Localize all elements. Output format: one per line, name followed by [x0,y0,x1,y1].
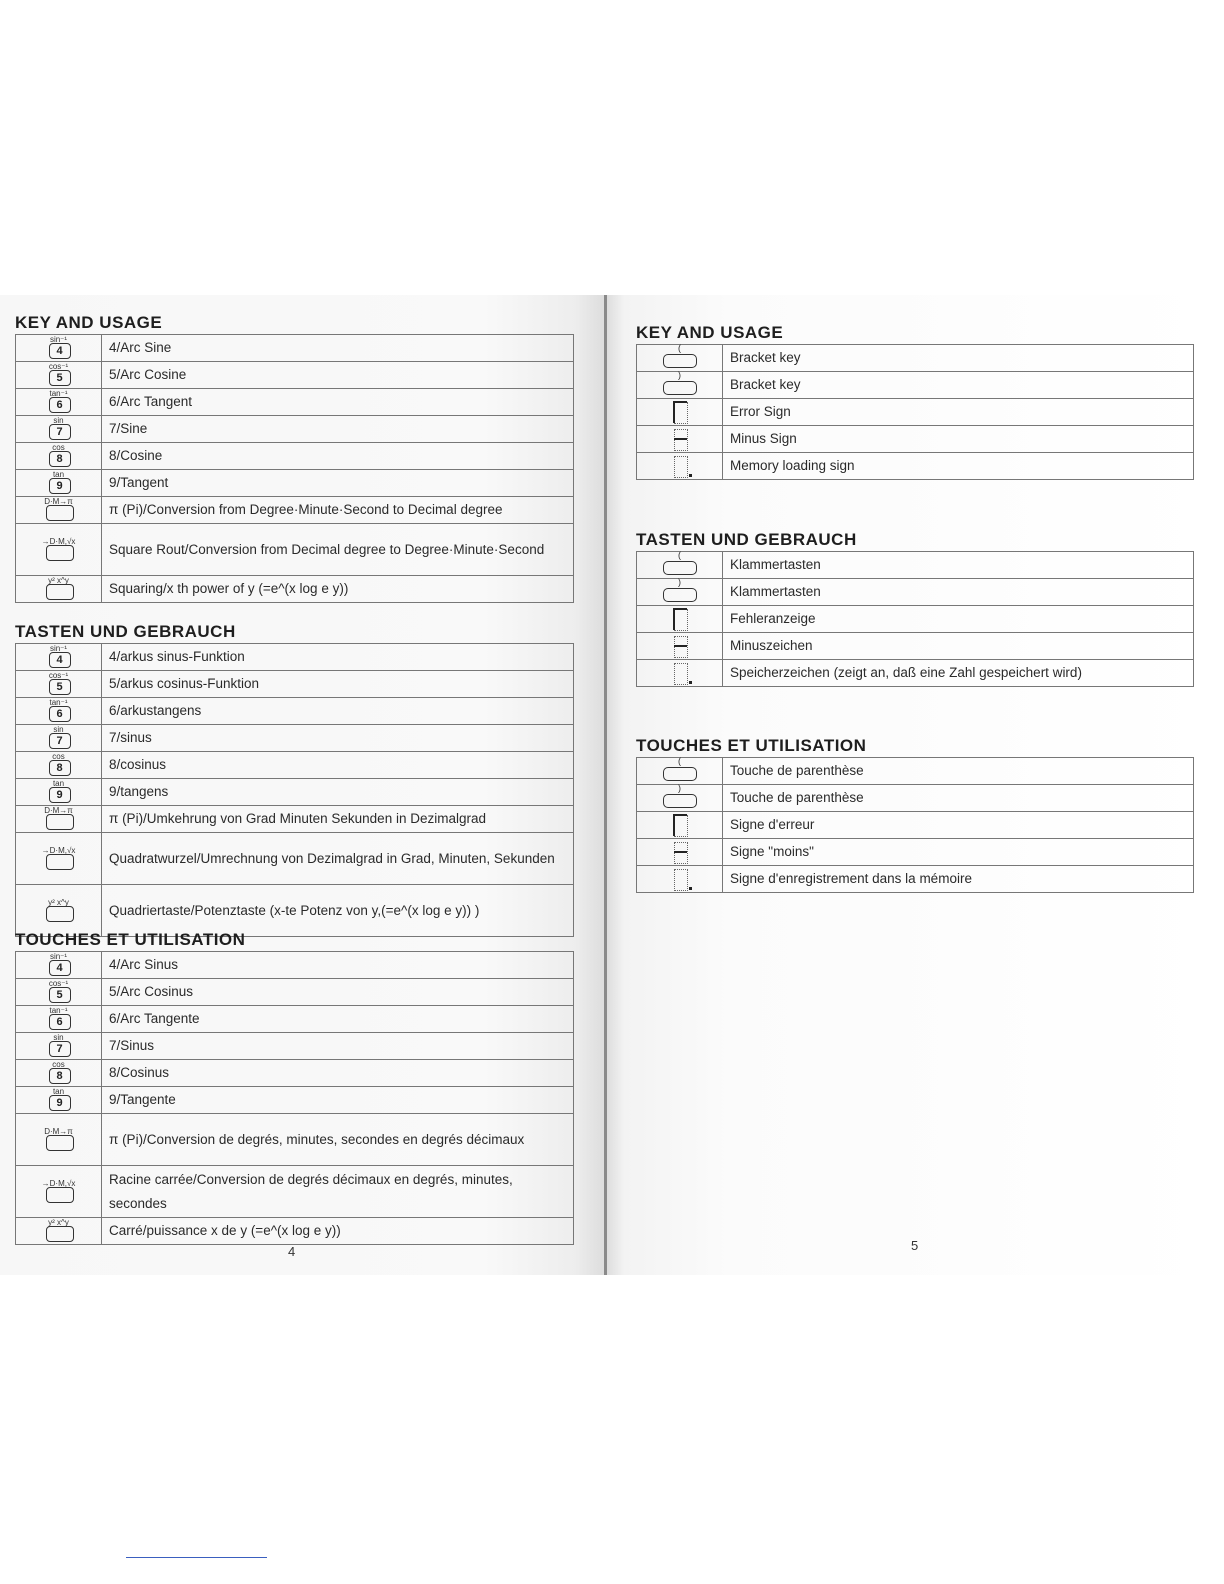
segment-bar [673,608,675,630]
key-secondary-label: ( [678,343,681,353]
error-sign-icon [672,400,688,424]
usage-text: 5/Arc Cosine [102,362,574,389]
calculator-key-icon [42,846,76,872]
key-cap [663,794,697,808]
right-section-tasten [636,529,1194,687]
key-cap-label: 7 [49,733,71,749]
usage-text: 7/Sinus [102,1033,574,1060]
usage-text: 7/sinus [102,725,574,752]
key-cell [16,806,102,833]
key-cap-label [46,545,74,561]
key-cap-label: 4 [49,343,71,359]
table-row [637,372,1194,399]
key-cell [16,576,102,603]
bracket-close-key-icon [660,372,700,398]
usage-text: Signe d'erreur [723,812,1194,839]
key-cell [637,785,723,812]
key-cap-label: 5 [49,987,71,1003]
key-secondary-label: ( [678,550,681,560]
usage-text: 7/Sine [102,416,574,443]
usage-text: 5/arkus cosinus-Funktion [102,671,574,698]
table-row [637,785,1194,812]
key-cell [16,389,102,416]
key-cell [637,399,723,426]
table-row [16,389,574,416]
usage-text: 4/Arc Sine [102,335,574,362]
calculator-key-icon [42,952,76,978]
calculator-key-icon [42,752,76,778]
usage-text: Quadratwurzel/Umrechnung von Dezimalgrad in Grad, Minuten, Sekunden [102,833,574,885]
key-cap-label: 8 [49,1068,71,1084]
table-row [637,579,1194,606]
key-cell [16,644,102,671]
key-cap-label [46,505,74,521]
bracket-close-key-icon [660,785,700,811]
key-secondary-label: D·M→π [44,806,73,815]
right-section-key-usage [636,322,1194,480]
key-secondary-label: →D·M,√x [41,536,76,546]
key-cell [637,839,723,866]
key-cell [637,453,723,480]
table-row [16,443,574,470]
usage-text: Klammertasten [723,579,1194,606]
left-section-touches [15,929,574,1245]
page-fold [604,295,607,1275]
table-row [637,866,1194,893]
segment-outline [674,636,688,658]
key-cell [637,372,723,399]
memory-dot [689,887,692,890]
usage-text: Fehleranzeige [723,606,1194,633]
table-row [16,1060,574,1087]
calculator-key-icon [42,497,76,523]
table-row [637,426,1194,453]
table-row [16,806,574,833]
key-cap-label [46,584,74,600]
key-cell [16,752,102,779]
key-secondary-label: →D·M,√x [41,845,76,855]
key-secondary-label: tan⁻¹ [49,389,68,398]
calculator-key-icon [42,779,76,805]
usage-text: π (Pi)/Conversion de degrés, minutes, secondes en degrés décimaux [102,1114,574,1166]
calculator-key-icon [42,698,76,724]
segment-outline [674,842,688,864]
usage-text: Touche de parenthèse [723,785,1194,812]
section-heading: KEY AND USAGE [15,313,163,332]
calculator-key-icon [42,470,76,496]
calculator-key-icon [42,1127,76,1153]
key-secondary-label: sin⁻¹ [49,952,68,961]
segment-outline [674,456,688,478]
segment-outline [674,429,688,451]
usage-text: 4/Arc Sinus [102,952,574,979]
calculator-key-icon [42,443,76,469]
key-cap-label: 5 [49,679,71,695]
key-cell [16,698,102,725]
footer-rule [126,1557,267,1558]
key-secondary-label: sin [53,725,64,734]
usage-text: π (Pi)/Umkehrung von Grad Minuten Sekunden in Dezimalgrad [102,806,574,833]
usage-text: 8/cosinus [102,752,574,779]
key-cap-label: 8 [49,451,71,467]
key-secondary-label: y² x^y [48,897,69,907]
key-secondary-label: sin⁻¹ [49,335,68,344]
key-secondary-label: sin [53,1033,64,1042]
key-secondary-label: tan⁻¹ [49,698,68,707]
key-secondary-label: cos [52,443,65,452]
key-secondary-label: cos [52,1060,65,1069]
key-table [15,643,574,937]
usage-text: Memory loading sign [723,453,1194,480]
key-cap [663,381,697,395]
page-number: 5 [911,1238,919,1253]
key-cap-label: 4 [49,960,71,976]
usage-text: Quadriertaste/Potenztaste (x-te Potenz von y,(=e^(x log e y)) ) [102,885,574,937]
calculator-key-icon [42,644,76,670]
key-secondary-label: sin [53,416,64,425]
right-section-touches [636,735,1194,893]
table-row [637,453,1194,480]
key-cell [16,1060,102,1087]
segment-bar [673,814,687,816]
calculator-key-icon [42,1218,76,1244]
memory-dot [689,474,692,477]
table-row [16,1087,574,1114]
error-sign-icon [672,607,688,631]
bracket-open-key-icon [660,758,700,784]
table-row [16,335,574,362]
usage-text: Touche de parenthèse [723,758,1194,785]
calculator-key-icon [42,671,76,697]
section-heading: TASTEN UND GEBRAUCH [636,530,857,549]
usage-text: Signe "moins" [723,839,1194,866]
table-row [16,698,574,725]
calculator-key-icon [42,362,76,388]
segment-bar [674,851,687,853]
key-cell [16,952,102,979]
table-row [16,1218,574,1245]
key-cell [16,1218,102,1245]
key-secondary-label: cos⁻¹ [48,362,69,371]
key-cap-label [46,814,74,830]
key-cap-label: 6 [49,706,71,722]
table-row [16,644,574,671]
key-cap-label: 4 [49,652,71,668]
key-cell [16,979,102,1006]
usage-text: Squaring/x th power of y (=e^(x log e y)) [102,576,574,603]
table-row [16,1166,574,1218]
usage-text: 6/Arc Tangent [102,389,574,416]
key-cap-label [46,1135,74,1151]
key-cap-label: 6 [49,1014,71,1030]
segment-outline [674,815,688,837]
left-section-key-usage [15,312,574,603]
table-row [16,671,574,698]
calculator-key-icon [42,898,76,924]
key-cell [637,552,723,579]
memory-dot [689,681,692,684]
key-cap-label: 8 [49,760,71,776]
key-cap-label [46,854,74,870]
key-secondary-label: tan [52,779,65,788]
key-table [15,951,574,1245]
table-row [637,633,1194,660]
table-row [16,725,574,752]
key-secondary-label: cos⁻¹ [48,671,69,680]
table-row [16,952,574,979]
segment-bar [673,608,687,610]
key-secondary-label: ) [678,577,681,587]
page-number: 4 [288,1244,296,1259]
usage-text: Bracket key [723,345,1194,372]
key-cell [16,725,102,752]
calculator-key-icon [42,1033,76,1059]
key-cap [663,354,697,368]
key-secondary-label: ( [678,756,681,766]
key-table [636,551,1194,687]
calculator-key-icon [42,389,76,415]
segment-outline [674,609,688,631]
usage-text: Speicherzeichen (zeigt an, daß eine Zahl gespeichert wird) [723,660,1194,687]
key-secondary-label: tan [52,1087,65,1096]
usage-text: 8/Cosinus [102,1060,574,1087]
key-cell [16,362,102,389]
section-heading: TASTEN UND GEBRAUCH [15,622,236,641]
key-cell [16,497,102,524]
key-cell [16,1166,102,1218]
usage-text: Bracket key [723,372,1194,399]
minus-sign-icon [672,427,688,451]
key-table [636,757,1194,893]
key-cell [637,426,723,453]
key-secondary-label: sin⁻¹ [49,644,68,653]
table-row [637,812,1194,839]
memory-sign-icon [672,661,688,685]
table-row [16,497,574,524]
table-row [16,979,574,1006]
key-table [15,334,574,603]
table-row [16,1114,574,1166]
segment-bar [673,814,675,836]
table-row [16,576,574,603]
table-row [637,552,1194,579]
usage-text: 8/Cosine [102,443,574,470]
table-row [16,1006,574,1033]
key-cap-label: 6 [49,397,71,413]
usage-text: Error Sign [723,399,1194,426]
key-cell [637,579,723,606]
key-secondary-label: y² x^y [48,576,69,585]
usage-text: 9/tangens [102,779,574,806]
key-secondary-label: tan [52,470,65,479]
table-row [16,362,574,389]
key-cell [16,416,102,443]
calculator-key-icon [42,979,76,1005]
table-row [16,416,574,443]
table-row [637,660,1194,687]
key-cell [16,524,102,576]
section-heading: TOUCHES ET UTILISATION [636,736,867,755]
segment-bar [674,438,687,440]
segment-outline [674,663,688,685]
bracket-open-key-icon [660,552,700,578]
usage-text: Carré/puissance x de y (=e^(x log e y)) [102,1218,574,1245]
usage-text: 9/Tangent [102,470,574,497]
usage-text: Racine carrée/Conversion de degrés décimaux en degrés, minutes, secondes [102,1166,574,1218]
usage-text: 9/Tangente [102,1087,574,1114]
key-secondary-label: D·M→π [44,497,73,506]
key-cap-label: 5 [49,370,71,386]
section-heading: TOUCHES ET UTILISATION [15,930,246,949]
key-cap [663,588,697,602]
key-cap-label: 7 [49,1041,71,1057]
usage-text: Klammertasten [723,552,1194,579]
key-cell [16,335,102,362]
table-row [16,833,574,885]
key-secondary-label: ) [678,783,681,793]
bracket-open-key-icon [660,345,700,371]
key-cell [637,606,723,633]
key-cap-label: 9 [49,478,71,494]
usage-text: 5/Arc Cosinus [102,979,574,1006]
key-cell [16,470,102,497]
key-secondary-label: cos [52,752,65,761]
table-row [637,758,1194,785]
usage-text: 6/arkustangens [102,698,574,725]
table-row [637,345,1194,372]
segment-bar [673,401,687,403]
table-row [16,779,574,806]
key-secondary-label: ) [678,370,681,380]
usage-text: 6/Arc Tangente [102,1006,574,1033]
key-cell [16,833,102,885]
key-cell [637,812,723,839]
minus-sign-icon [672,634,688,658]
key-cell [16,779,102,806]
key-secondary-label: y² x^y [48,1218,69,1227]
key-cap-label: 9 [49,787,71,803]
key-cell [16,1087,102,1114]
key-cap [663,767,697,781]
segment-bar [674,645,687,647]
table-row [16,1033,574,1060]
usage-text: Minuszeichen [723,633,1194,660]
key-cell [16,1033,102,1060]
usage-text: Signe d'enregistrement dans la mémoire [723,866,1194,893]
segment-outline [674,869,688,891]
key-secondary-label: →D·M,√x [41,1178,76,1188]
calculator-key-icon [42,1006,76,1032]
key-cap-label [46,1187,74,1203]
segment-outline [674,402,688,424]
table-row [16,470,574,497]
key-table [636,344,1194,480]
calculator-key-icon [42,806,76,832]
calculator-key-icon [42,416,76,442]
calculator-key-icon [42,576,76,602]
table-row [16,752,574,779]
key-cell [16,1006,102,1033]
calculator-key-icon [42,1087,76,1113]
table-row [637,839,1194,866]
key-secondary-label: D·M→π [44,1126,73,1136]
calculator-key-icon [42,537,76,563]
usage-text: π (Pi)/Conversion from Degree·Minute·Second to Decimal degree [102,497,574,524]
section-heading: KEY AND USAGE [636,323,784,342]
key-cap-label [46,1226,74,1242]
segment-bar [673,401,675,423]
usage-text: 4/arkus sinus-Funktion [102,644,574,671]
key-secondary-label: tan⁻¹ [49,1006,68,1015]
key-cell [16,443,102,470]
calculator-key-icon [42,1060,76,1086]
calculator-key-icon [42,1179,76,1205]
key-cell [637,660,723,687]
key-cell [637,345,723,372]
table-row [637,399,1194,426]
key-cap-label: 7 [49,424,71,440]
key-cell [637,866,723,893]
memory-sign-icon [672,454,688,478]
key-cap [663,561,697,575]
key-cell [637,758,723,785]
calculator-key-icon [42,725,76,751]
key-cell [16,1114,102,1166]
key-cap-label: 9 [49,1095,71,1111]
table-row [637,606,1194,633]
key-cap-label [46,906,74,922]
key-secondary-label: cos⁻¹ [48,979,69,988]
key-cell [16,671,102,698]
left-section-tasten [15,621,574,937]
error-sign-icon [672,813,688,837]
table-row [16,524,574,576]
usage-text: Square Rout/Conversion from Decimal degree to Degree·Minute·Second [102,524,574,576]
key-cell [637,633,723,660]
minus-sign-icon [672,840,688,864]
usage-text: Minus Sign [723,426,1194,453]
memory-sign-icon [672,867,688,891]
calculator-key-icon [42,335,76,361]
bracket-close-key-icon [660,579,700,605]
